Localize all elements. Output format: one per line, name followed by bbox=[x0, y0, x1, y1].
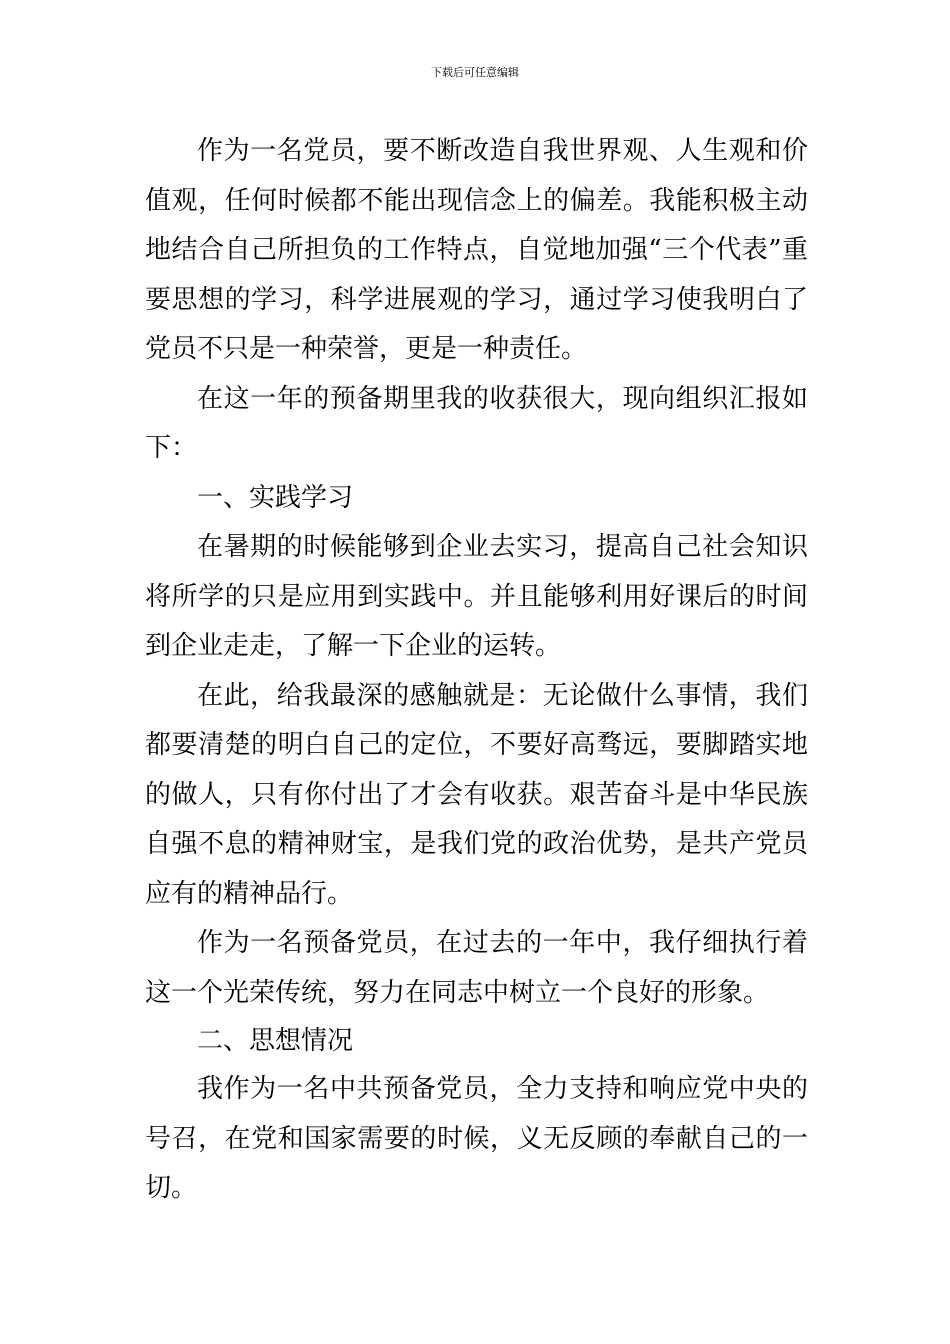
section-heading: 一、实践学习 bbox=[197, 482, 354, 513]
page-header: 下载后可任意编辑 bbox=[431, 66, 519, 79]
paragraph: 在此，给我最深的感触就是：无论做什么事情，我们都要清楚的明白自己的定位，不要好高骛远，要脚踏实地的做人，只有你付出了才会有收获。艰苦奋斗是中华民族自强不息的精神财宝，是我们党的政治优势，是共产党员应有的精神品行。 bbox=[145, 680, 808, 909]
paragraph: 我作为一名中共预备党员，全力支持和响应党中央的号召，在党和国家需要的时候，义无反顾的奉献自己的一切。 bbox=[145, 1074, 808, 1203]
paragraph: 作为一名党员，要不断改造自我世界观、人生观和价值观，任何时候都不能出现信念上的偏差。我能积极主动地结合自己所担负的工作特点，自觉地加强“三个代表”重要思想的学习，科学进展观的学习，通过学习使我明白了党员不只是一种荣誉，更是一种责任。 bbox=[145, 136, 808, 364]
paragraph: 在暑期的时候能够到企业去实习，提高自己社会知识将所学的只是应用到实践中。并且能够利用好课后的时间到企业走走，了解一下企业的运转。 bbox=[145, 532, 808, 661]
document-body bbox=[145, 127, 808, 1214]
paragraph: 在这一年的预备期里我的收获很大，现向组织汇报如下： bbox=[145, 383, 808, 463]
paragraph: 作为一名预备党员，在过去的一年中，我仔细执行着这一个光荣传统，努力在同志中树立一个良好的形象。 bbox=[145, 928, 808, 1008]
section-heading: 二、思想情况 bbox=[197, 1026, 354, 1056]
